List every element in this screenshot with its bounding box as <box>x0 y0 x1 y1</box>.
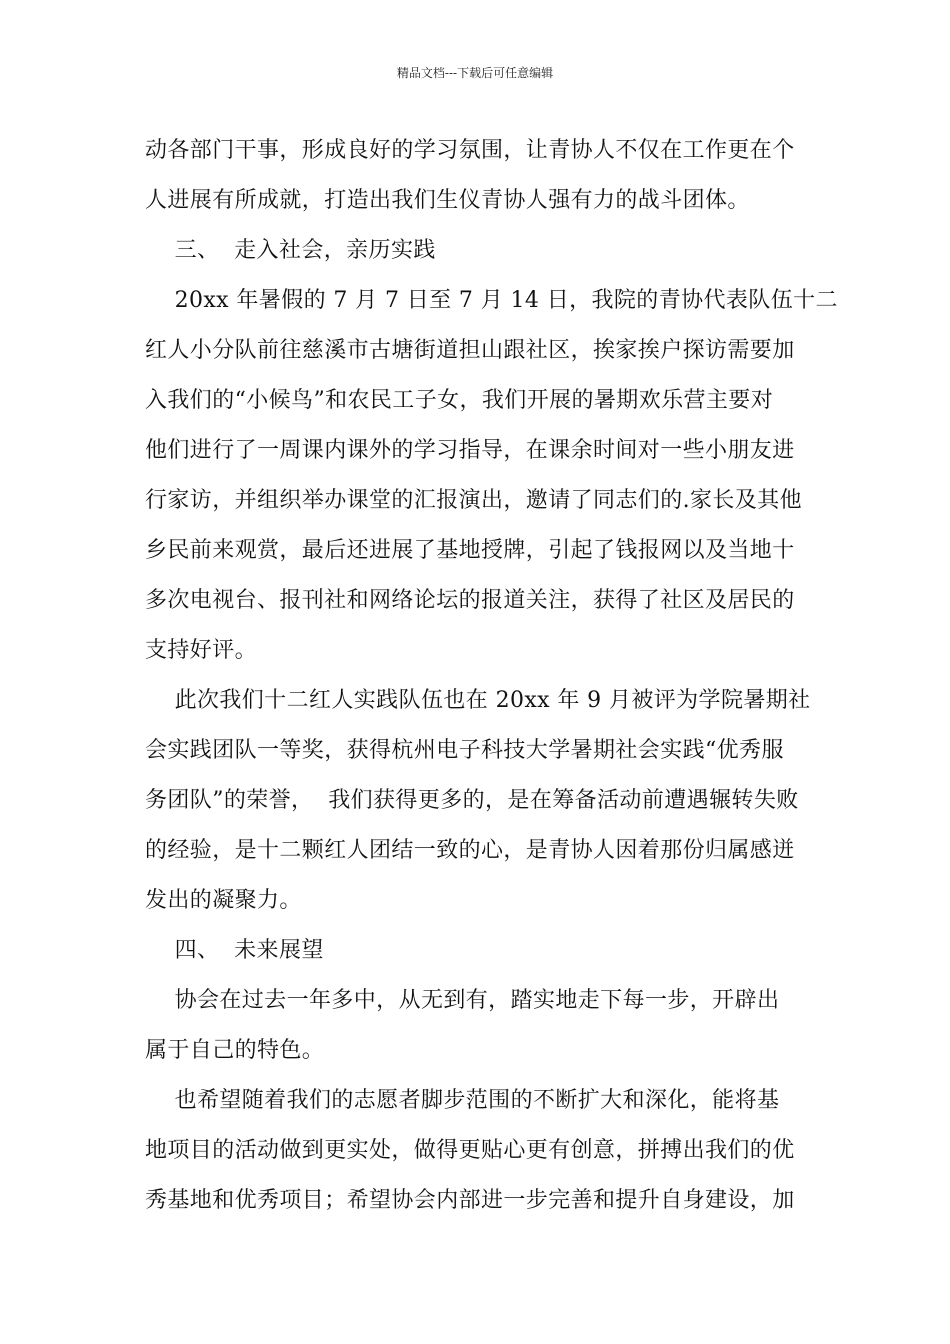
text-line: 也希望随着我们的志愿者脚步范围的不断扩大和深化，能将基 <box>145 1088 780 1113</box>
page-header: 精品文档---下载后可任意编辑 <box>396 66 554 80</box>
text-line: 行家访，并组织举办课堂的汇报演出，邀请了同志们的.家长及其他 <box>145 488 802 513</box>
text-line: 此次我们十二红人实践队伍也在 20xx 年 9 月被评为学院暑期社 <box>145 688 811 713</box>
text-line: 地项目的活动做到更实处，做得更贴心更有创意，拼搏出我们的优 <box>145 1138 795 1163</box>
text-line: 多次电视台、报刊社和网络论坛的报道关注，获得了社区及居民的 <box>145 588 795 613</box>
text-line: 务团队”的荣誉， 我们获得更多的，是在筹备活动前遭遇辗转失败 <box>145 788 799 813</box>
text-line: 的经验，是十二颗红人团结一致的心，是青协人因着那份归属感迸 <box>145 838 795 863</box>
text-line: 乡民前来观赏，最后还进展了基地授牌，引起了钱报网以及当地十 <box>145 538 795 563</box>
text-line: 属于自己的特色。 <box>145 1038 325 1063</box>
text-line: 红人小分队前往慈溪市古塘街道担山跟社区，挨家挨户探访需要加 <box>145 338 795 363</box>
text-line: 支持好评。 <box>145 638 258 663</box>
text-line: 协会在过去一年多中，从无到有，踏实地走下每一步，开辟出 <box>145 988 780 1013</box>
text-line: 秀基地和优秀项目；希望协会内部进一步完善和提升自身建设，加 <box>145 1188 795 1213</box>
text-line: 20xx 年暑假的 7 月 7 日至 7 月 14 日，我院的青协代表队伍十二 <box>145 288 838 313</box>
text-line: 会实践团队一等奖，获得杭州电子科技大学暑期社会实践“优秀服 <box>145 738 784 763</box>
text-line: 发出的凝聚力。 <box>145 888 302 913</box>
section-heading-4: 四、 未来展望 <box>145 938 324 963</box>
text-line: 入我们的“小候鸟”和农民工子女，我们开展的暑期欢乐营主要对 <box>145 388 774 413</box>
text-line: 人进展有所成就，打造出我们生仪青协人强有力的战斗团体。 <box>145 188 750 213</box>
text-line: 他们进行了一周课内课外的学习指导，在课余时间对一些小朋友进 <box>145 438 795 463</box>
text-line: 动各部门干事，形成良好的学习氛围，让青协人不仅在工作更在个 <box>145 138 795 163</box>
section-heading-3: 三、 走入社会，亲历实践 <box>145 238 436 263</box>
